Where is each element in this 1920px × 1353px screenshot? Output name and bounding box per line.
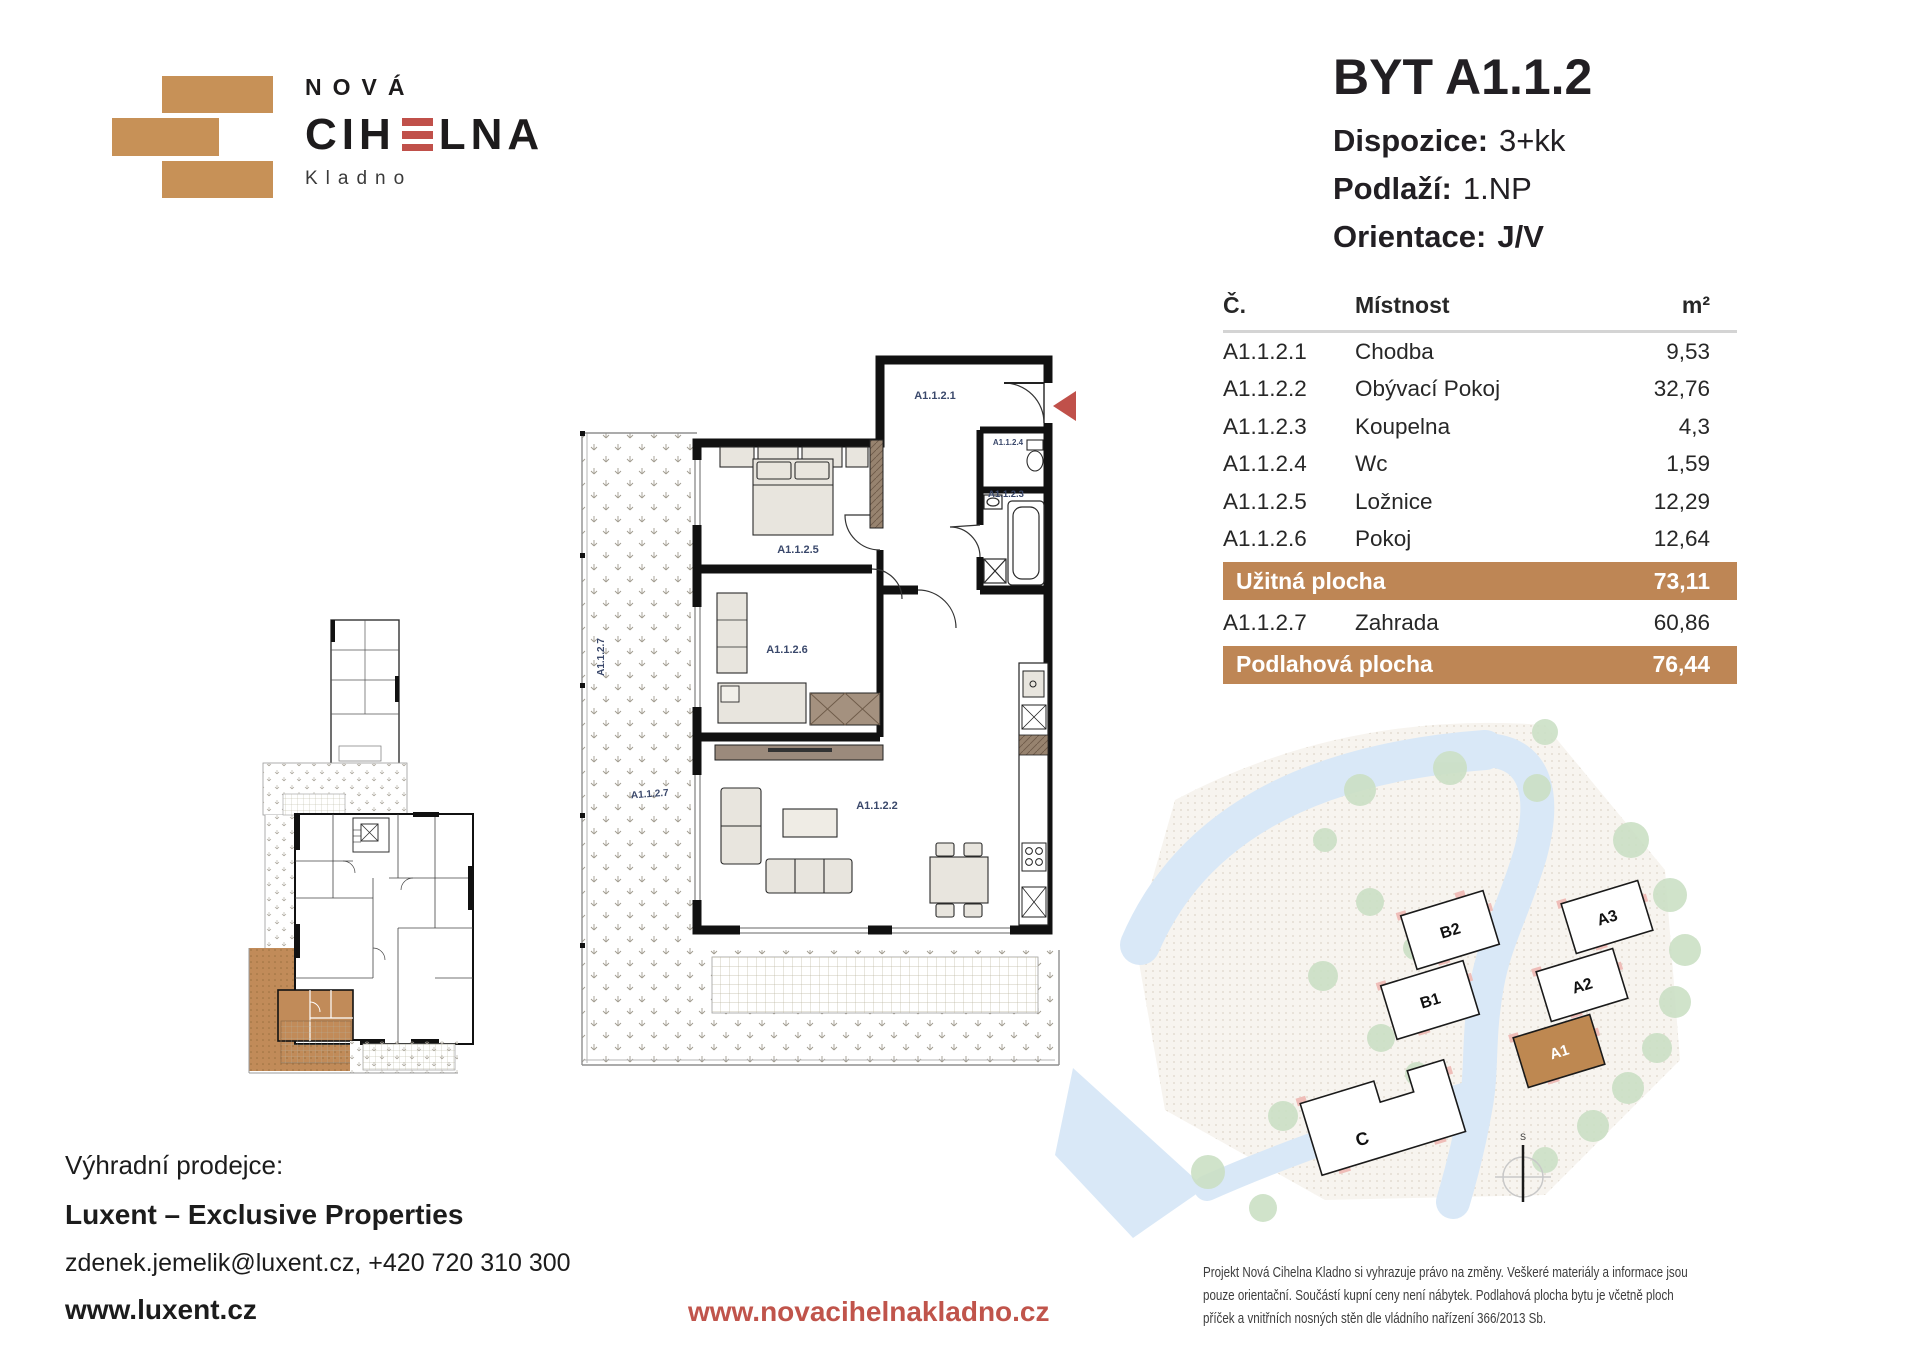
- disclaimer-text: Projekt Nová Cihelna Kladno si vyhrazuje právo na změny. Veškeré materiály a informace jsou pouze orientační. Součástí kupní ceny není nábytek. Podlahová plocha bytu je včetně ploch příček a vnitřních nosných stěn dle vládního nařízení 366/2013 Sb.: [1203, 1265, 1688, 1327]
- seller-name: Luxent – Exclusive Properties: [65, 1199, 464, 1230]
- label-room: A1.1.2.6: [766, 644, 808, 656]
- apartment-header: [1333, 48, 1592, 256]
- seller-intro: Výhradní prodejce:: [65, 1150, 284, 1180]
- label-garden: A1.1.2.7: [630, 787, 670, 802]
- table-header: [1223, 292, 1737, 333]
- logo-text: [305, 74, 544, 190]
- floor-area-band: Podlahová plocha 76,44: [1223, 646, 1737, 684]
- seller-website-link[interactable]: www.luxent.cz: [65, 1294, 257, 1325]
- table-row: A1.1.2.1 Chodba 9,53: [1223, 338, 1710, 364]
- svg-text:A2: A2: [1570, 975, 1595, 998]
- mini-top-wing: [331, 620, 399, 765]
- table-row: A1.1.2.3 Koupelna 4,3: [1223, 413, 1710, 439]
- seller-block: [65, 1150, 571, 1326]
- table-row: A1.1.2.2 Obývací Pokoj 32,76: [1223, 376, 1710, 402]
- usable-area-band: Užitná plocha 73,11: [1223, 562, 1737, 600]
- room-table: [1223, 292, 1737, 688]
- col-area: m²: [1681, 292, 1710, 318]
- label-garden-vertical: A1.1.2.7: [596, 638, 607, 676]
- project-website-link[interactable]: www.novacihelnakladno.cz: [688, 1296, 1050, 1327]
- brand-logo: [112, 72, 672, 207]
- label-living: A1.1.2.2: [856, 800, 898, 812]
- label-hall: A1.1.2.1: [914, 390, 956, 402]
- svg-text:S: S: [1519, 1132, 1527, 1142]
- label-bedroom: A1.1.2.5: [777, 544, 819, 556]
- spec-dispozice: Dispozice: 3+kk: [1333, 123, 1566, 158]
- terrace: [712, 957, 1038, 1013]
- entrance-arrow-icon: [1053, 391, 1076, 421]
- table-row-garden: A1.1.2.7 Zahrada 60,86: [1223, 609, 1710, 635]
- col-number: Č.: [1223, 292, 1246, 318]
- label-bath: A1.1.2.3: [988, 489, 1024, 500]
- sitemap: [1025, 640, 1705, 1240]
- hall-wardrobe: [870, 440, 883, 528]
- spec-orientace: Orientace: J/V: [1333, 219, 1544, 254]
- page-title: BYT A1.1.2: [1333, 49, 1593, 105]
- main-floorplan: [540, 345, 1080, 1075]
- svg-text:A1: A1: [1547, 1041, 1572, 1064]
- logo-red-e-icon: [402, 118, 433, 151]
- logo-brick-icon: [162, 76, 273, 113]
- building-key-plan: [213, 618, 475, 1078]
- sideboard: [715, 745, 883, 760]
- logo-line-city: Kladno: [305, 168, 413, 189]
- col-room: Místnost: [1355, 292, 1450, 318]
- svg-text:C: C: [1353, 1127, 1372, 1151]
- logo-brick-icon: [162, 161, 273, 198]
- logo-brick-icon: [112, 118, 219, 156]
- logo-line-cihelna: CIH LNA: [305, 110, 545, 159]
- seller-contact[interactable]: zdenek.jemelik@luxent.cz, +420 720 310 300: [65, 1249, 571, 1277]
- svg-text:B1: B1: [1418, 990, 1443, 1013]
- label-wc: A1.1.2.4: [992, 438, 1024, 447]
- spec-podlazi: Podlaží: 1.NP: [1333, 171, 1532, 206]
- logo-line-nova: NOVÁ: [305, 74, 416, 100]
- table-row: A1.1.2.5 Ložnice 12,29: [1223, 488, 1710, 514]
- svg-text:B2: B2: [1438, 920, 1463, 943]
- table-row: A1.1.2.4 Wc 1,59: [1223, 451, 1710, 477]
- wc-fixtures: [1027, 440, 1043, 471]
- svg-text:A3: A3: [1595, 907, 1620, 930]
- table-row: A1.1.2.6 Pokoj 12,64: [1223, 526, 1710, 552]
